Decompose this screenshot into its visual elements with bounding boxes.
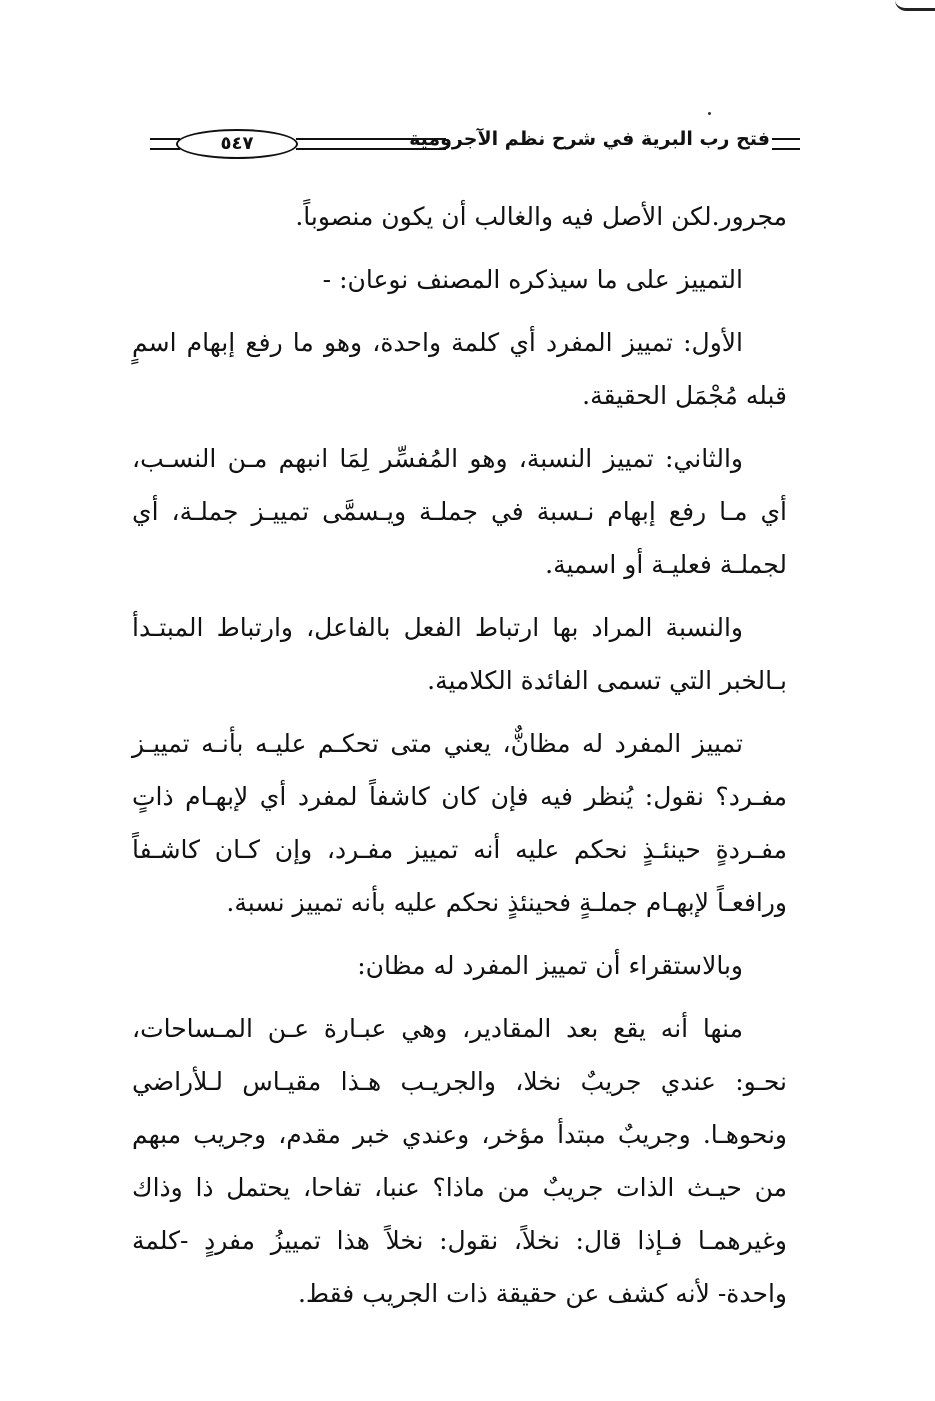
paragraph: التمييز على ما سيذكره المصنف نوعان: - [322,265,743,294]
corner-scan-mark [895,0,935,11]
paragraph: مجرور.لكن الأصل فيه والغالب أن يكون منصوباً. [295,202,787,231]
ink-dot [708,112,711,115]
main-text [132,190,787,1320]
paragraph: تمييز المفرد له مظانٌّ، يعني متى تحكـم عليـه بأنـه تمييـز مفـرد؟ نقول: يُنظر فيه فإن كان كاشفاً لمفرد أي لإبهـام ذاتٍ مفـردةٍ حينئـذٍ نحكم عليه أنه تمييز مفـرد، وإن كـان كاشـفاً ورافعـاً لإبهـام جملـةٍ فحينئذٍ نحكم عليه بأنه تمييز نسبة. [132,729,787,917]
paragraph: والثاني: تمييز النسبة، وهو المُفسِّر لِمَا انبهم مـن النسـب، أي مـا رفع إبهام نـسبة في جملـة ويـسمَّى تمييـز جملـة، أي لجملـة فعليـة أو اسمية. [132,444,787,579]
paragraph: وبالاستقراء أن تمييز المفرد له مظان: [357,951,743,980]
paragraph: والنسبة المراد بها ارتباط الفعل بالفاعل، وارتباط المبتـدأ بـالخبر التي تسمى الفائدة الكلامية. [132,613,787,695]
book-title: فتح رب البرية في شرح نظم الآجرومية [409,128,770,150]
page-number: ٥٤٧ [176,129,298,159]
page-header [150,126,800,162]
paragraph: منها أنه يقع بعد المقادير، وهي عبـارة عـن المـساحات، نحـو: عندي جريبٌ نخلا، والجريـب هـذا مقيـاس لـلأراضي ونحوهـا. وجريبٌ مبتدأ مؤخر، وعندي خبر مقدم، وجريب مبهم من حيـث الذات جريبٌ من ماذا؟ عنبا، تفاحا، يحتمل ذا وذاك وغيرهمـا فـإذا قال: نخلاً، نقول: نخلاً هذا تمييزُ مفردٍ -كلمة واحدة- لأنه كشف عن حقيقة ذات الجريب فقط. [132,1014,787,1308]
header-rule-right [772,138,800,150]
paragraph: الأول: تمييز المفرد أي كلمة واحدة، وهو ما رفع إبهام اسمٍ قبله مُجْمَل الحقيقة. [132,328,787,410]
